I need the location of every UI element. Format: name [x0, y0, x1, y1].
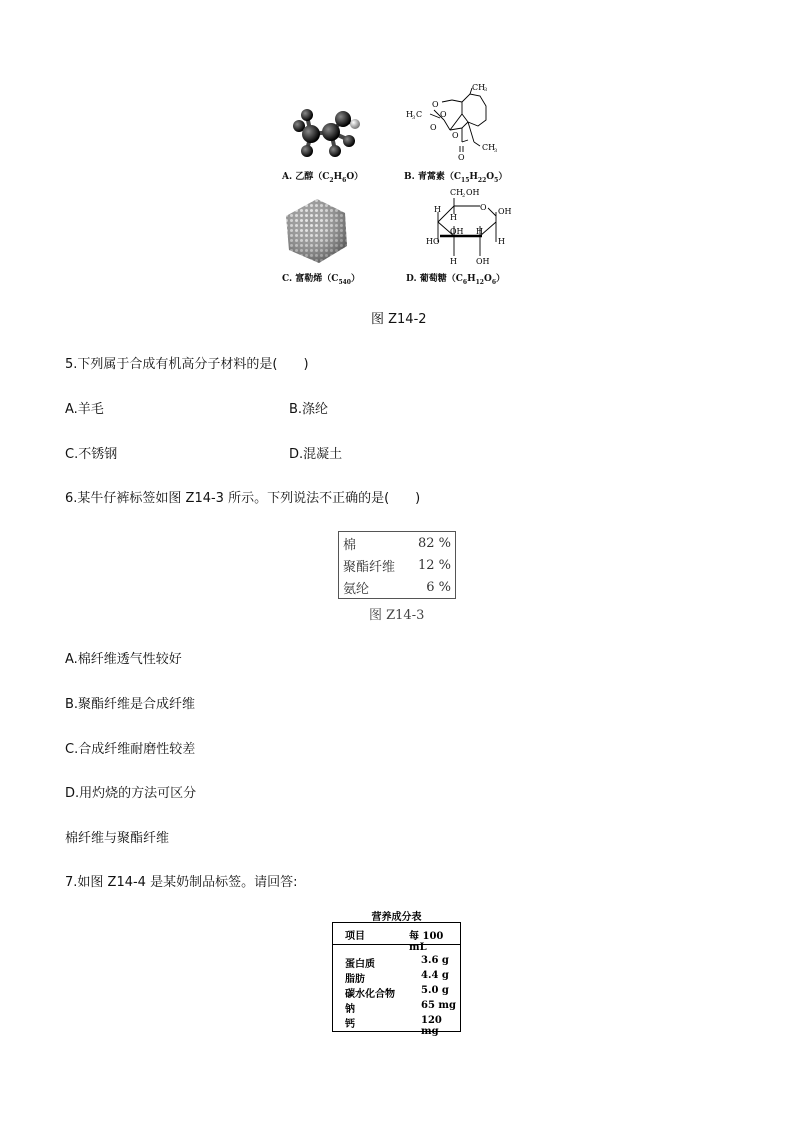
glucose-structure-image [424, 184, 520, 268]
fabric-row [339, 554, 456, 576]
svg-text:O: O [480, 203, 487, 212]
caption-c: C. 富勒烯$(C_{540})$ [282, 274, 360, 286]
question-6-option-a[interactable]: A.棉纤维透气性较好 [65, 652, 182, 667]
svg-text:HO: HO [426, 237, 440, 246]
nutrition-header-per: 每 100 mL [409, 931, 444, 953]
svg-text:CH: CH [450, 188, 464, 197]
question-5-option-c[interactable]: C.不锈钢 [65, 447, 118, 462]
nutrition-item-name: 碳水化合物 [345, 989, 395, 1000]
figure-caption-z14-3: 图 Z14-3 [369, 608, 425, 623]
question-5-option-d[interactable]: D.混凝土 [289, 447, 343, 462]
question-5-option-b[interactable]: B.涤纶 [289, 402, 329, 417]
question-5-stem: 5.下列属于合成有机高分子材料的是( ) [65, 357, 309, 372]
fabric-row [339, 576, 456, 599]
svg-text:O: O [430, 123, 437, 132]
nutrition-item-value: 65 mg [421, 1000, 456, 1011]
svg-text:CH: CH [472, 83, 486, 92]
nutrition-item-value: 4.4 g [421, 970, 449, 981]
svg-text:2: 2 [462, 193, 466, 199]
nutrition-item-value: 5.0 g [421, 985, 449, 996]
question-5-option-a[interactable]: A.羊毛 [65, 402, 104, 417]
fullerene-model-image [284, 198, 350, 264]
question-6-option-b[interactable]: B.聚酯纤维是合成纤维 [65, 697, 196, 712]
svg-text:H: H [406, 110, 413, 119]
question-6-option-d[interactable]: D.用灼烧的方法可区分 [65, 786, 197, 801]
fabric-name: 氨纶 [343, 581, 370, 597]
nutrition-label-table [332, 922, 461, 1037]
fabric-value: 6 % [426, 579, 451, 595]
fabric-value: 82 % [417, 535, 451, 551]
caption-d: D. 葡萄糖$(C_6H_{12}O_6)$ [406, 274, 506, 286]
svg-text:O: O [440, 110, 447, 119]
svg-text:3: 3 [484, 87, 488, 93]
svg-text:O: O [432, 100, 439, 109]
nutrition-item-name: 钠 [345, 1004, 355, 1015]
nutrition-header-item: 项目 [345, 931, 365, 942]
svg-text:3: 3 [494, 148, 498, 154]
artemisinin-structure-image [404, 80, 516, 166]
svg-text:OH: OH [476, 257, 490, 266]
fabric-name: 聚酯纤维 [343, 559, 396, 575]
fabric-row [339, 532, 456, 555]
nutrition-item-value: 120 mg [421, 1015, 442, 1037]
nutrition-title: 营养成分表 [371, 912, 422, 923]
fabric-label-table [338, 531, 456, 599]
svg-text:O: O [458, 153, 465, 162]
ethanol-model-image [285, 104, 365, 166]
svg-text:H: H [450, 213, 457, 222]
svg-text:C: C [416, 110, 423, 119]
nutrition-header-divider [333, 944, 460, 945]
svg-text:CH: CH [482, 143, 496, 152]
svg-text:H: H [498, 237, 505, 246]
svg-text:H: H [434, 205, 441, 214]
question-6-option-c[interactable]: C.合成纤维耐磨性较差 [65, 742, 196, 757]
svg-text:H: H [450, 257, 457, 266]
fabric-value: 12 % [417, 557, 451, 573]
caption-b: B. 青蒿素$(C_{15}H_{22}O_5)$ [404, 172, 508, 184]
svg-text:OH: OH [466, 188, 480, 197]
question-6-stem: 6.某牛仔裤标签如图 Z14-3 所示。下列说法不正确的是( ) [65, 491, 421, 506]
fabric-name: 棉 [343, 537, 357, 553]
nutrition-item-name: 钙 [345, 1019, 355, 1030]
svg-text:OH: OH [498, 207, 512, 216]
svg-text:3: 3 [412, 115, 416, 121]
svg-text:H: H [476, 227, 483, 236]
figure-caption-z14-2: 图 Z14-2 [371, 312, 427, 327]
nutrition-item-name: 蛋白质 [345, 959, 375, 970]
caption-a: A. 乙醇$(C_2H_6O)$ [282, 172, 364, 184]
question-6-option-d-continued: 棉纤维与聚酯纤维 [65, 831, 170, 846]
nutrition-item-name: 脂肪 [345, 974, 365, 985]
svg-text:O: O [452, 131, 459, 140]
svg-text:OH: OH [450, 227, 464, 236]
question-7-stem: 7.如图 Z14-4 是某奶制品标签。请回答: [65, 875, 298, 890]
nutrition-item-value: 3.6 g [421, 955, 449, 966]
